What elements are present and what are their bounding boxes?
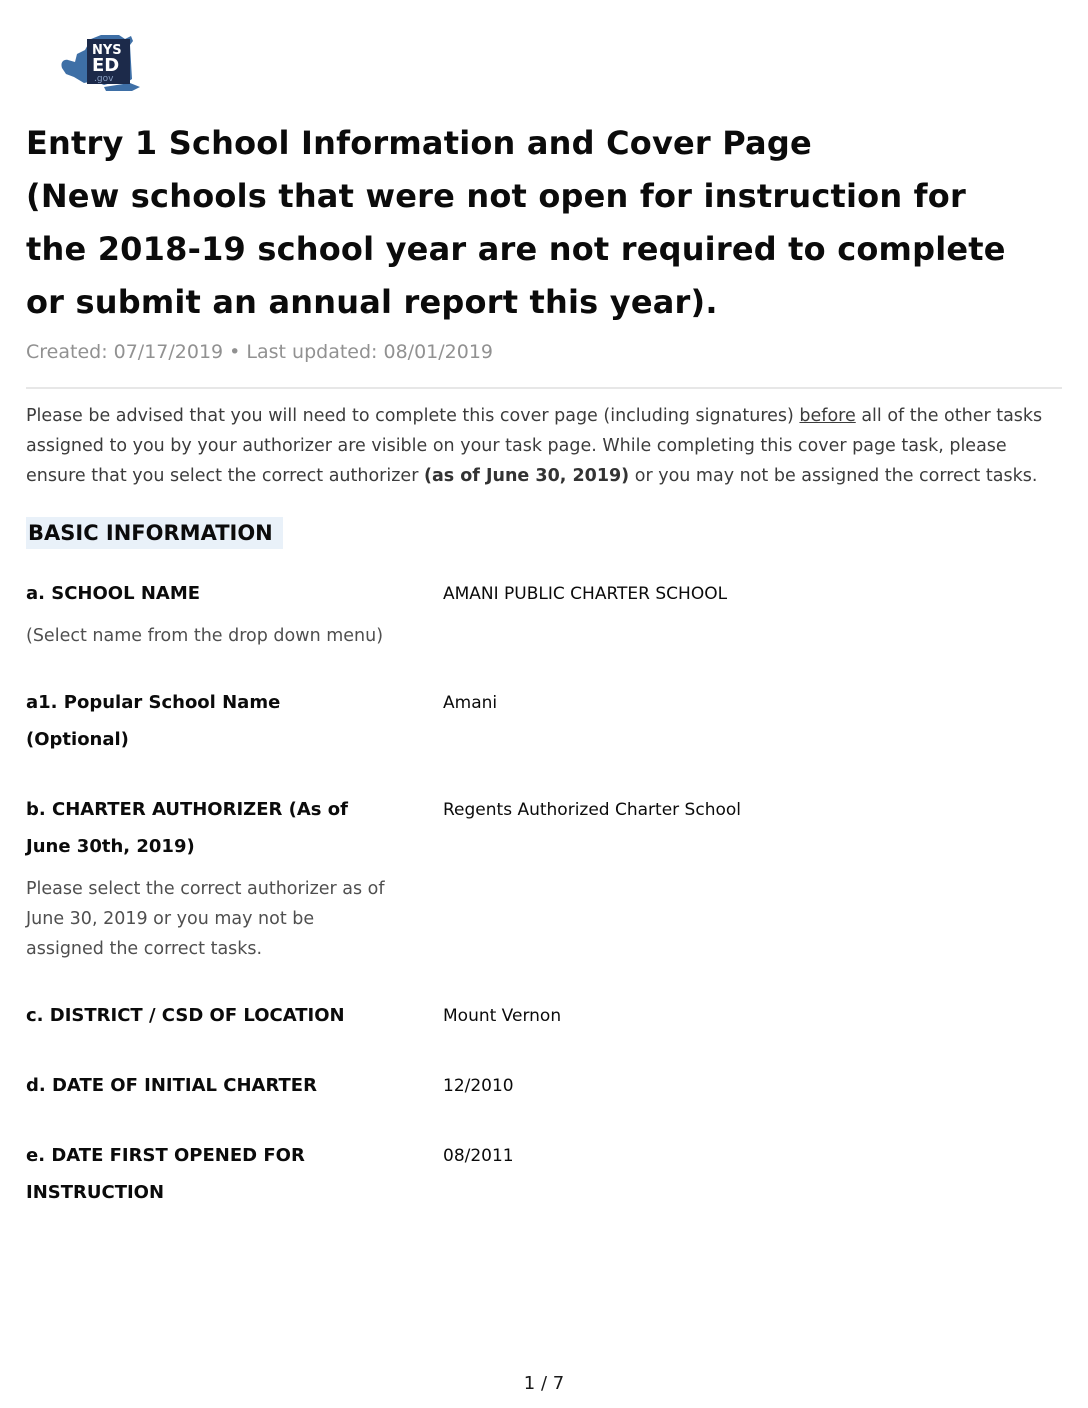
field-row-date-of-initial-charter [26,1067,1062,1104]
divider-line [26,387,1062,389]
popular-school-name-label-line-2: (Optional) [26,729,129,750]
popular-school-name-label-line-1: a1. Popular School Name [26,692,281,713]
field-label-column [26,1137,443,1211]
page-title-line-3: the 2018-19 school year are not required to complete [26,230,1006,268]
advisory-part-2: all of the other tasks assigned to you by your authorizer are visible on your task page. While completing this cover page task, please ensure that you select the correct authorizer [26,406,1043,486]
district-value: Mount Vernon [443,1006,562,1026]
charter-authorizer-helper [26,874,443,964]
nysed-logo-graphic [60,33,142,95]
date-first-opened-value: 08/2011 [443,1146,514,1166]
date-of-initial-charter-label [26,1067,443,1104]
field-row-school-name [26,575,1062,651]
advisory-bold-phrase: (as of June 30, 2019) [423,466,630,486]
school-name-helper [26,621,443,651]
school-name-value: AMANI PUBLIC CHARTER SCHOOL [443,584,728,604]
charter-authorizer-label-line-1: b. CHARTER AUTHORIZER (As of [26,799,348,820]
school-name-label [26,575,443,612]
page-number: 1 / 7 [523,1373,565,1394]
field-row-date-first-opened-for-instruction [26,1137,1062,1211]
charter-authorizer-helper-line-3: assigned the correct tasks. [26,939,263,959]
charter-authorizer-helper-line-2: June 30, 2019 or you may not be [26,909,315,929]
date-of-initial-charter-value: 12/2010 [443,1076,514,1096]
page-title-line-2: (New schools that were not open for instruction for [26,177,966,215]
charter-authorizer-label [26,791,443,865]
district-label [26,997,443,1034]
field-row-popular-school-name [26,684,1062,758]
date-first-opened-label-line-2: INSTRUCTION [26,1182,165,1203]
basic-information-fields [26,575,1062,1211]
page-title-line-1: Entry 1 School Information and Cover Page [26,124,812,162]
popular-school-name-value: Amani [443,693,498,713]
advisory-underlined-word: before [799,406,856,426]
field-row-district-csd-of-location [26,997,1062,1034]
field-label-column [26,1067,443,1104]
field-row-charter-authorizer [26,791,1062,964]
created-updated-line: Created: 07/17/2019 • Last updated: 08/01/2019 [26,341,494,363]
field-label-column [26,997,443,1034]
advisory-paragraph [26,401,1062,491]
charter-authorizer-label-line-2: June 30th, 2019) [26,836,195,857]
charter-authorizer-value: Regents Authorized Charter School [443,800,741,820]
section-heading-basic-information: BASIC INFORMATION [26,517,283,549]
advisory-part-1: Please be advised that you will need to complete this cover page (including signatures) [26,406,800,426]
charter-authorizer-helper-line-1: Please select the correct authorizer as of [26,879,385,899]
district-label-line-1: c. DISTRICT / CSD OF LOCATION [26,1005,345,1026]
date-first-opened-label [26,1137,443,1211]
field-label-column [26,575,443,651]
logo-gov-text: .gov [94,74,114,84]
field-label-column [26,791,443,964]
school-name-helper-line-1: (Select name from the drop down menu) [26,626,384,646]
date-first-opened-label-line-1: e. DATE FIRST OPENED FOR [26,1145,305,1166]
school-name-label-line-1: a. SCHOOL NAME [26,583,201,604]
advisory-part-3: or you may not be assigned the correct tasks. [629,466,1038,486]
logo-nys-text: NYS [92,43,122,58]
page-title [26,117,1062,329]
date-of-initial-charter-label-line-1: d. DATE OF INITIAL CHARTER [26,1075,317,1096]
page-title-line-4: or submit an annual report this year). [26,283,718,321]
popular-school-name-label [26,684,443,758]
logo-ed-text: ED [92,55,120,76]
long-island-shape [104,83,140,91]
nysed-logo [60,33,142,95]
field-label-column [26,684,443,758]
